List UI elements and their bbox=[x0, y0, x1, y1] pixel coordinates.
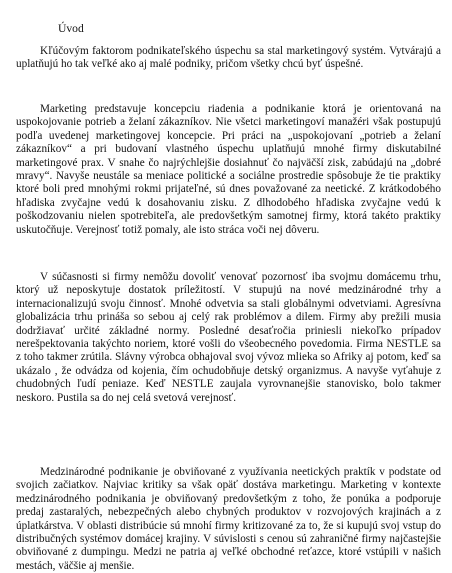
paragraph-international-business: Medzinárodné podnikanie je obviňované z využívania neetických praktík v podstate od svojich začiatkov. Najviac kritiky sa však opäť dostáva marketingu. Marketing v kontexte medzinárodného podnikania je obviňovaný predovšetkým z toho, že ponúka a podporuje predaj zastaralých, nebezpečných alebo chybných produktov v rozvojových krajinách a z úplatkárstva. V oblasti distribúcie sú mnohí firmy kritizované za to, že si kupujú svoj vstup do distribučných systémov domácej krajiny. V súvislosti s cenou sú zahraničné firmy najčastejšie obviňované z dumpingu. Medzi ne patria aj veľké obchodné reťazce, ktoré vstúpili v našich mestách, väčšie aj menšie. bbox=[16, 466, 441, 572]
paragraph-globalization: V súčasnosti si firmy nemôžu dovoliť venovať pozornosť iba svojmu domácemu trhu, ktorý už neposkytuje dostatok príležitostí. V stupujú na nové medzinárodné trhy a internacionalizujú svoju činnosť. Mnohé odvetvia sa stali globálnymi odvetviami. Agresívna globalizácia trhu prináša so sebou aj celý rak problémov a dilem. Firmy aby prežili musia dodržiavať určité základné normy. Posledné desaťročia priniesli niekoľko prípadov nerešpektovania takýchto noriem, ktoré vošli do všeobecného povedomia. Firma NESTLE sa z toho takmer zrútila. Slávny výrobca obhajoval svoj vývoz mlieka so Afriky aj potom, keď sa ukázalo , že odvádza od kojenia, čím ochudobňuje detský organizmus. A navyše vyťahuje z chudobných ľudí peniaze. Keď NESTLE zaujala vyrovnanejšie stanovisko, bolo takmer neskoro. Pustila sa do nej celá svetová verejnosť. bbox=[16, 271, 441, 404]
document-heading: Úvod bbox=[58, 22, 84, 35]
paragraph-intro: Kľúčovým faktorom podnikateľského úspechu sa stal marketingový systém. Vytvárajú a uplatňujú ho tak veľké ako aj malé podniky, pričom všetky chcú byť úspešné. bbox=[16, 45, 441, 71]
paragraph-marketing-concept: Marketing predstavuje koncepciu riadenia a podnikanie ktorá je orientovaná na uspokojovanie potrieb a želaní zákazníkov. Nie všetci marketingoví manažéri však postupujú podľa uvedenej marketingovej koncepcie. Pri práci na „uspokojovaní „potrieb a želaní zákazníkov“ a pri budovaní vlastného úspechu uplatňujú mnohé firmy diskutabilné marketingové prax. V snahe čo najrýchlejšie dosiahnuť čo najväčší zisk, zabúdajú na „dobré mravy“. Navyše neustále sa meniace politické a sociálne prostredie spôsobuje že tie praktiky ktoré boli pred mnohými rokmi prijateľné, sú dnes považované za neetické. Z krátkodobého hľadiska zvyčajne vedú k dosahovaniu zisku. Z dlhodobého hľadiska zvyčajne vedú k poškodzovaniu nielen spotrebiteľa, ale predovšetkým samotnej firmy, ktorá takéto praktiky uskutočňuje. Verejnosť totiž pomaly, ale isto stráca voči nej dôveru. bbox=[16, 103, 441, 236]
